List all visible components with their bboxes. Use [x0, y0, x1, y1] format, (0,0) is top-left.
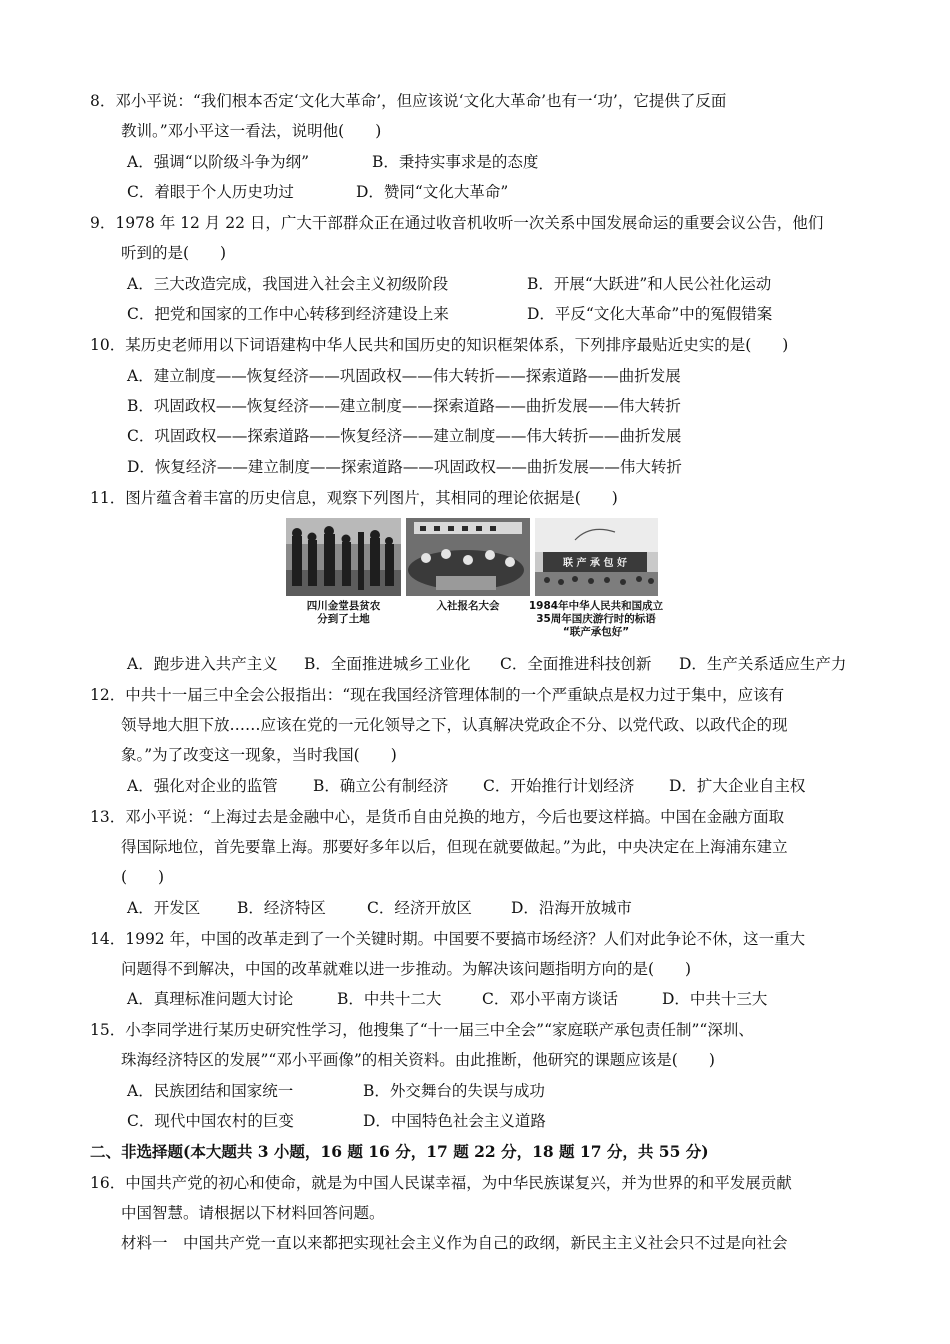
- q16-material-1: 材料一 中国共产党一直以来都把实现社会主义作为自己的政纲，新民主主义社会只不过是向社会: [121, 1234, 788, 1252]
- q13-stem-cont-1: 得国际地位，首先要靠上海。那要好多年以后，但现在就要做起。”为此，中央决定在上海浦东建立: [121, 838, 788, 856]
- q10-option-a: A．建立制度——恢复经济——巩固政权——伟大转折——探索道路——曲折发展: [127, 367, 681, 385]
- q11-caption-2-text: 入社报名大会: [436, 600, 500, 612]
- q11-option-a: A．跑步进入共产主义: [127, 655, 278, 673]
- q12-options-row: [127, 775, 805, 797]
- q11-caption-3: [526, 600, 666, 639]
- q10-stem: 10．某历史老师用以下词语建构中华人民共和国历史的知识框架体系，下列排序最贴近史实的是( ): [90, 336, 789, 354]
- q9-stem: 9．1978 年 12 月 22 日，广大干部群众正在通过收音机收听一次关系中国发展命运的重要会议公告，他们: [90, 214, 824, 232]
- q9-option-b: B．开展“大跃进”和人民公社化运动: [527, 275, 772, 293]
- q11-photo-strip: [286, 518, 664, 642]
- q12-option-b: B．确立公有制经济: [313, 777, 449, 795]
- section-2-heading: 二、非选择题(本大题共 3 小题，16 题 16 分，17 题 22 分，18 题 17 分，共 55 分): [90, 1142, 709, 1161]
- q13-option-a: A．开发区: [127, 899, 201, 917]
- q14-option-d: D．中共十三大: [662, 990, 768, 1008]
- q8-stem-cont: 教训。”邓小平这一看法，说明他( ): [121, 122, 382, 140]
- q16-stem-cont: 中国智慧。请根据以下材料回答问题。: [121, 1204, 385, 1222]
- q15-stem-cont: 珠海经济特区的发展”“邓小平画像”的相关资料。由此推断，他研究的课题应该是( ): [121, 1051, 715, 1069]
- q11-caption-1: [286, 600, 401, 626]
- q9-options-row1: [127, 273, 771, 295]
- q9-options-row2: [127, 303, 772, 325]
- q14-stem: 14．1992 年，中国的改革走到了一个关键时期。中国要不要搞市场经济？人们对此争论不休，这一重大: [90, 930, 806, 948]
- q8-stem: 8．邓小平说：“我们根本否定‘文化大革命’，但应该说‘文化大革命’也有一‘功’，它提供了反面: [90, 92, 727, 110]
- q14-options-row: [127, 988, 767, 1010]
- q11-photo-parade-banner: [535, 518, 658, 596]
- q13-option-d: D．沿海开放城市: [511, 899, 632, 917]
- q11-options-row: [127, 653, 846, 675]
- q8-options-row1: [127, 151, 538, 173]
- q13-option-b: B．经济特区: [237, 899, 326, 917]
- q11-photo-cooperative-signup: [406, 518, 530, 596]
- q8-option-c: C．着眼于个人历史功过: [127, 183, 294, 201]
- q15-stem: 15．小李同学进行某历史研究性学习，他搜集了“十一届三中全会”“家庭联产承包责任制”“深圳、: [90, 1021, 754, 1039]
- q11-option-b: B．全面推进城乡工业化: [304, 655, 471, 673]
- q12-option-a: A．强化对企业的监管: [127, 777, 278, 795]
- q8-option-a: A．强调“以阶级斗争为纲”: [127, 153, 310, 171]
- q15-options-row2: [127, 1110, 546, 1132]
- q12-option-c: C．开始推行计划经济: [483, 777, 635, 795]
- q12-stem-cont-2: 象。”为了改变这一现象，当时我国( ): [121, 746, 397, 764]
- q12-stem-cont-1: 领导地大胆下放……应该在党的一元化领导之下，认真解决党政企不分、以党代政、以政代企的现: [121, 716, 788, 734]
- q12-stem: 12．中共十一届三中全会公报指出：“现在我国经济管理体制的一个严重缺点是权力过于集中，应该有: [90, 686, 785, 704]
- q14-option-c: C．邓小平南方谈话: [482, 990, 618, 1008]
- q15-option-a: A．民族团结和国家统一: [127, 1082, 294, 1100]
- q12-option-d: D．扩大企业自主权: [669, 777, 806, 795]
- q10-option-b: B．巩固政权——恢复经济——建立制度——探索道路——曲折发展——伟大转折: [127, 397, 681, 415]
- q11-caption-3-text: 1984年中华人民共和国成立 35周年国庆游行时的标语 “联产承包好”: [528, 600, 664, 638]
- q10-option-c: C．巩固政权——探索道路——恢复经济——建立制度——伟大转折——曲折发展: [127, 427, 682, 445]
- q11-photo3-banner-text: 联 产 承 包 好: [563, 558, 627, 569]
- q8-option-d: D．赞同“文化大革命”: [356, 183, 509, 201]
- q11-caption-2: [406, 600, 530, 613]
- q9-option-d: D．平反“文化大革命”中的冤假错案: [527, 305, 773, 323]
- q10-option-d: D．恢复经济——建立制度——探索道路——巩固政权——曲折发展——伟大转折: [127, 458, 682, 476]
- q11-option-c: C．全面推进科技创新: [500, 655, 652, 673]
- q13-options-row: [127, 897, 632, 919]
- q9-option-a: A．三大改造完成，我国进入社会主义初级阶段: [127, 275, 449, 293]
- q9-option-c: C．把党和国家的工作中心转移到经济建设上来: [127, 305, 449, 323]
- q11-photo-land-reform: [286, 518, 401, 596]
- q14-option-b: B．中共十二大: [337, 990, 442, 1008]
- q15-option-c: C．现代中国农村的巨变: [127, 1112, 294, 1130]
- q13-stem: 13．邓小平说：“上海过去是金融中心，是货币自由兑换的地方，今后也要这样搞。中国在金融方面取: [90, 808, 785, 826]
- q14-option-a: A．真理标准问题大讨论: [127, 990, 294, 1008]
- q8-options-row2: [127, 181, 508, 203]
- q16-stem: 16．中国共产党的初心和使命，就是为中国人民谋幸福，为中华民族谋复兴，并为世界的和平发展贡献: [90, 1174, 792, 1192]
- q11-caption-1-text: 四川金堂县贫农 分到了土地: [306, 600, 381, 625]
- q11-option-d: D．生产关系适应生产力: [679, 655, 847, 673]
- q11-stem: 11．图片蕴含着丰富的历史信息，观察下列图片，其相同的理论依据是( ): [90, 489, 618, 507]
- q15-option-d: D．中国特色社会主义道路: [363, 1112, 546, 1130]
- q13-option-c: C．经济开放区: [367, 899, 472, 917]
- q15-option-b: B．外交舞台的失误与成功: [363, 1082, 545, 1100]
- q9-stem-cont: 听到的是( ): [121, 244, 227, 262]
- q14-stem-cont: 问题得不到解决，中国的改革就难以进一步推动。为解决该问题指明方向的是( ): [121, 960, 692, 978]
- q15-options-row1: [127, 1080, 545, 1102]
- q8-option-b: B．秉持实事求是的态度: [372, 153, 539, 171]
- q13-stem-cont-2: ( ): [121, 868, 165, 886]
